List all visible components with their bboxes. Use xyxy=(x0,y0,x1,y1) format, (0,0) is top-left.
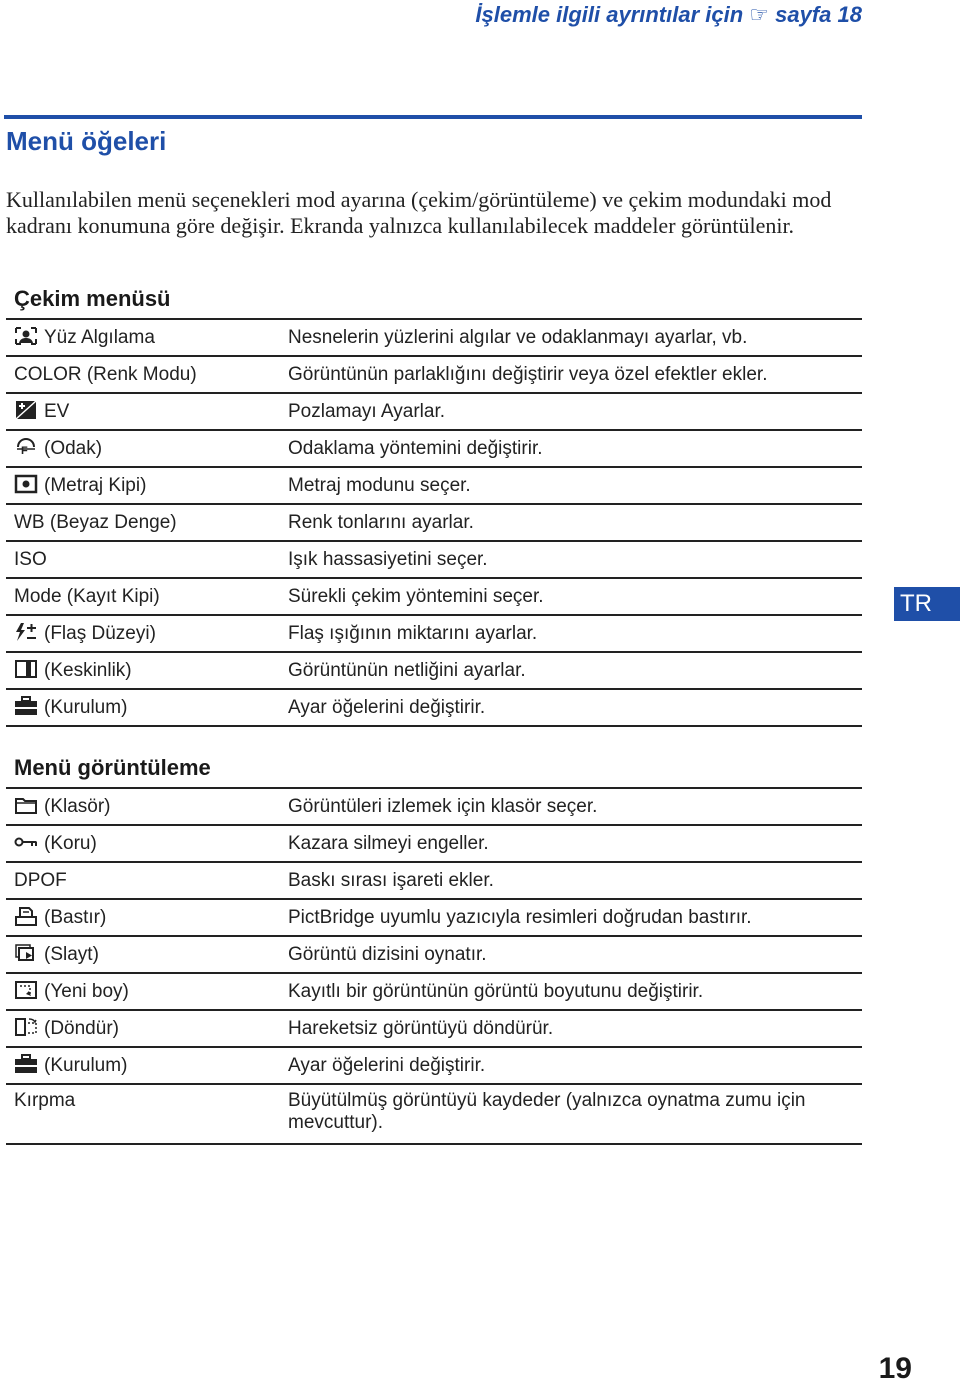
menu-row xyxy=(6,467,862,504)
menu-item-label: DPOF xyxy=(14,869,67,891)
menu-row xyxy=(6,936,862,973)
menu-item-cell xyxy=(6,652,280,689)
page-reference-target: sayfa 18 xyxy=(775,2,862,27)
menu-row xyxy=(6,1084,862,1144)
menu-item-description: Görüntünün parlaklığını değiştirir veya özel efektler ekler. xyxy=(280,356,862,393)
menu-row xyxy=(6,578,862,615)
protect-key-icon xyxy=(14,832,38,852)
menu-row xyxy=(6,541,862,578)
menu-item-label: ISO xyxy=(14,548,47,570)
viewing-menu-title: Menü görüntüleme xyxy=(14,755,211,780)
shooting-menu-table xyxy=(6,318,862,727)
menu-item-label: (Odak) xyxy=(44,438,103,459)
menu-row xyxy=(6,973,862,1010)
menu-item-description: Baskı sırası işareti ekler. xyxy=(280,862,862,899)
menu-item-label: (Döndür) xyxy=(44,1018,119,1039)
menu-item-cell xyxy=(6,578,280,615)
menu-item-description: Ayar öğelerini değiştirir. xyxy=(280,1047,862,1084)
menu-item-label: Kırpma xyxy=(14,1090,76,1111)
menu-row xyxy=(6,615,862,652)
folder-icon xyxy=(14,795,38,815)
menu-item-label: WB (Beyaz Denge) xyxy=(14,511,177,533)
flash-level-icon xyxy=(14,622,38,642)
menu-item-label: EV xyxy=(44,401,70,422)
ev-icon xyxy=(14,400,38,420)
sharpness-icon xyxy=(14,659,38,679)
menu-item-label: (Keskinlik) xyxy=(44,660,132,681)
menu-row xyxy=(6,788,862,825)
intro-paragraph: Kullanılabilen menü seçenekleri mod ayarına (çekim/görüntüleme) ve çekim modundaki mod kadranı konumuna göre değişir. Ekranda yalnızca kullanılabilecek maddeler görüntülenir. xyxy=(6,187,832,238)
svg-text:F: F xyxy=(21,445,28,457)
menu-item-label: COLOR (Renk Modu) xyxy=(14,363,197,385)
menu-item-cell xyxy=(6,467,280,504)
menu-item-description: Hareketsiz görüntüyü döndürür. xyxy=(280,1010,862,1047)
menu-item-cell xyxy=(6,504,280,541)
menu-item-cell xyxy=(6,541,280,578)
menu-item-description: Ayar öğelerini değiştirir. xyxy=(280,689,862,726)
menu-row xyxy=(6,1010,862,1047)
menu-item-cell xyxy=(6,319,280,356)
menu-item-description: Nesnelerin yüzlerini algılar ve odaklanmayı ayarlar, vb. xyxy=(280,319,862,356)
menu-item-label: Mode (Kayıt Kipi) xyxy=(14,585,160,607)
menu-item-cell xyxy=(6,973,280,1010)
menu-item-description: Kayıtlı bir görüntünün görüntü boyutunu değiştirir. xyxy=(280,973,862,1010)
page-reference-text: İşlemle ilgili ayrıntılar için xyxy=(475,2,744,27)
menu-item-description: Kazara silmeyi engeller. xyxy=(280,825,862,862)
menu-row xyxy=(6,862,862,899)
menu-item-description: Işık hassasiyetini seçer. xyxy=(280,541,862,578)
menu-item-label: (Slayt) xyxy=(44,944,99,965)
metering-icon xyxy=(14,474,38,494)
menu-item-cell xyxy=(6,825,280,862)
setup-toolbox-icon xyxy=(14,696,38,716)
menu-item-label: (Kurulum) xyxy=(44,1055,128,1076)
page-number: 19 xyxy=(878,1352,912,1385)
menu-row xyxy=(6,1047,862,1084)
rotate-icon xyxy=(14,1017,38,1037)
menu-item-description: Büyütülmüş görüntüyü kaydeder (yalnızca oynatma zumu için mevcuttur). xyxy=(280,1084,862,1144)
menu-item-cell xyxy=(6,862,280,899)
shooting-menu-title: Çekim menüsü xyxy=(14,286,171,311)
menu-item-description: Görüntüleri izlemek için klasör seçer. xyxy=(280,788,862,825)
menu-item-label: Yüz Algılama xyxy=(44,327,155,348)
language-tab: TR xyxy=(894,587,960,621)
menu-item-description: PictBridge uyumlu yazıcıyla resimleri doğrudan bastırır. xyxy=(280,899,862,936)
menu-row xyxy=(6,356,862,393)
menu-item-description: Pozlamayı Ayarlar. xyxy=(280,393,862,430)
menu-item-cell xyxy=(6,393,280,430)
menu-item-description: Görüntünün netliğini ayarlar. xyxy=(280,652,862,689)
setup-toolbox-icon xyxy=(14,1054,38,1074)
print-icon xyxy=(14,906,38,926)
menu-item-description: Odaklama yöntemini değiştirir. xyxy=(280,430,862,467)
menu-item-description: Görüntü dizisini oynatır. xyxy=(280,936,862,973)
menu-item-cell xyxy=(6,899,280,936)
page-title: Menü öğeleri xyxy=(6,126,167,156)
menu-item-cell xyxy=(6,615,280,652)
resize-icon xyxy=(14,980,38,1000)
menu-item-cell xyxy=(6,430,280,467)
menu-item-label: (Flaş Düzeyi) xyxy=(44,623,156,644)
menu-item-cell xyxy=(6,1084,280,1144)
menu-item-cell xyxy=(6,689,280,726)
menu-row xyxy=(6,652,862,689)
menu-item-label: (Koru) xyxy=(44,833,97,854)
menu-row xyxy=(6,899,862,936)
menu-row xyxy=(6,504,862,541)
menu-item-description: Renk tonlarını ayarlar. xyxy=(280,504,862,541)
menu-row xyxy=(6,689,862,726)
menu-item-label: (Bastır) xyxy=(44,907,107,928)
menu-item-label: (Klasör) xyxy=(44,796,111,817)
menu-item-cell xyxy=(6,1047,280,1084)
menu-item-description: Sürekli çekim yöntemini seçer. xyxy=(280,578,862,615)
menu-item-cell xyxy=(6,936,280,973)
slideshow-icon xyxy=(14,943,38,963)
focus-icon xyxy=(14,437,38,457)
menu-item-label: (Kurulum) xyxy=(44,697,128,718)
menu-item-cell xyxy=(6,788,280,825)
menu-row xyxy=(6,430,862,467)
title-rule xyxy=(4,115,862,119)
menu-item-cell xyxy=(6,356,280,393)
menu-row xyxy=(6,393,862,430)
menu-item-description: Metraj modunu seçer. xyxy=(280,467,862,504)
menu-item-label: (Metraj Kipi) xyxy=(44,475,147,496)
pointing-hand-icon: ☞ xyxy=(749,2,770,27)
viewing-menu-table xyxy=(6,787,862,1145)
page-reference[interactable] xyxy=(475,0,862,30)
menu-item-label: (Yeni boy) xyxy=(44,981,129,1002)
menu-item-cell xyxy=(6,1010,280,1047)
menu-row xyxy=(6,825,862,862)
menu-row xyxy=(6,319,862,356)
face-detection-icon xyxy=(14,326,38,346)
menu-item-description: Flaş ışığının miktarını ayarlar. xyxy=(280,615,862,652)
